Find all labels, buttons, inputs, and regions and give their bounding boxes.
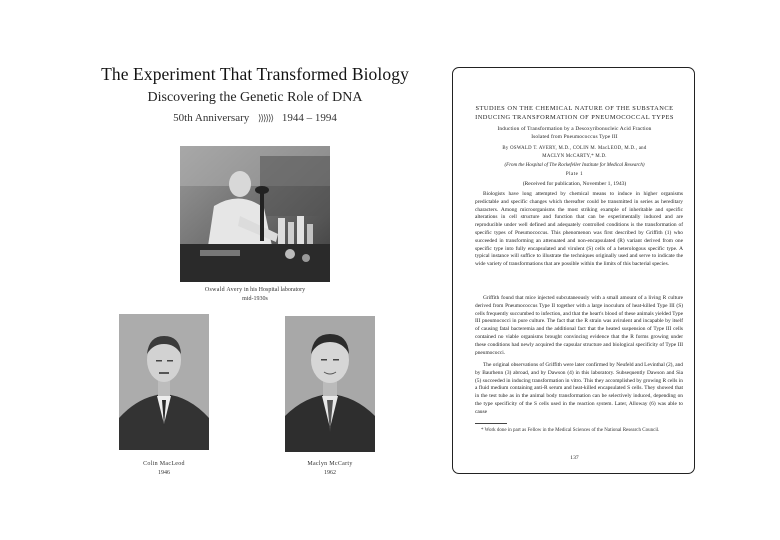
anniversary-year-start: 1944 <box>281 112 304 124</box>
paper-paragraph-2 <box>475 295 683 357</box>
anniversary-year-end: 1994 <box>314 112 337 124</box>
caption-macleod-name: Colin MacLeod <box>143 461 185 467</box>
anniversary-label: 50th Anniversary <box>173 112 250 124</box>
paper-title-line1: STUDIES ON THE CHEMICAL NATURE OF THE SUBSTANCE <box>475 105 674 112</box>
caption-avery-text: in his Hospital laboratory <box>242 287 306 293</box>
footnote-divider <box>475 423 507 424</box>
main-title: The Experiment That Transformed Biology <box>101 64 409 84</box>
paper-authors-line1: By OSWALD T. AVERY, M.D., COLIN M. MacLEOD, M.D., and <box>502 146 647 151</box>
paragraph-2-text: Griffith found that mice injected subcutaneously with a small amount of a living R culture derived from Pneumococcus Type II together with a large inoculum of heat-killed Type III (S) cells frequently succumbed to infection, and that the heart's blood of these animals yielded Type III pneumococci in pure culture. The fact that the R strain was avirulent and incapable by itself of causing fatal bacteremia and the additional fact that the heated suspension of Type III cells contained no viable organisms brought convincing evidence that the R forms growing under these conditions had newly acquired the capsular structure and biological specificity of Type III pneumococci. <box>475 295 683 356</box>
caption-avery <box>160 286 350 304</box>
photo-macleod-portrait <box>119 314 209 450</box>
paragraph-3-text: The original observations of Griffith were later confirmed by Neufeld and Levinthal (2), and by Baurhenn (3) abroad, and by Dawson (4) in this laboratory. Subsequently Dawson and Sia (5) succeeded in inducing transformation in vitro. This they accomplished by growing R cells in a fluid medium containing anti-R serum and heat-killed encapsulated S cells. They showed that in the test tube as in the animal body transformation can be selectively induced, depending on the type specificity of the S cells used in the reaction system. Later, Alloway (6) was able to cause <box>475 362 683 415</box>
caption-mccarty-name: Maclyn McCarty <box>307 461 353 467</box>
anniversary-line <box>100 112 410 124</box>
caption-mccarty <box>270 460 390 478</box>
paper-affiliation: (From the Hospital of The Rockefeller Institute for Medical Research) <box>504 163 645 168</box>
paper-paragraph-3 <box>475 362 683 417</box>
paper-subtitle-line2: Isolated from Pneumococcus Type III <box>531 134 618 140</box>
paper-page <box>452 67 695 474</box>
photo-mccarty-portrait <box>285 316 375 452</box>
paper-footnote <box>475 427 683 435</box>
caption-macleod <box>104 460 224 478</box>
anniversary-dash: – <box>306 112 313 124</box>
footnote-text: * Work done in part as Fellow in the Medical Sciences of the National Research Council. <box>481 428 660 433</box>
paragraph-1-text: Biologists have long attempted by chemical means to induce in higher organisms predictable and specific changes which thereafter could be transmitted in series as hereditary characters. Among microorganisms the most striking example of inheritable and specific alterations in cell structure and function that can be experimentally induced and are reproducible under well defined and adequately controlled conditions is the transformation of specific types of Pneumococcus. This phenomenon was first described by Griffith (1) who succeeded in transforming an attenuated and non-encapsulated (R) variant derived from one specific type into fully encapsulated and virulent (S) cells of a heterologous specific type. A typical instance will suffice to illustrate the techniques originally used and serve to indicate the wide variety of transformations that are possible within the limits of this bacterial species. <box>475 191 683 268</box>
paper-authors-line2: MACLYN McCARTY,* M.D. <box>542 154 607 159</box>
paper-plate: Plate 1 <box>565 172 584 177</box>
caption-mccarty-date: 1962 <box>324 470 336 476</box>
paper-title-line2: INDUCING TRANSFORMATION OF PNEUMOCOCCAL TYPES <box>475 114 674 121</box>
paper-paragraph-1 <box>475 191 683 269</box>
paper-received-date: (Received for publication, November 1, 1943) <box>522 181 627 187</box>
caption-avery-name: Oswald Avery <box>204 287 243 293</box>
dna-helix-icon: ⟩⟩⟩⟩⟩⟩ <box>258 113 274 123</box>
left-page <box>100 60 410 500</box>
caption-macleod-date: 1946 <box>158 470 170 476</box>
paper-subtitle-line1: Induction of Transformation by a Desoxyribonucleic Acid Fraction <box>497 126 652 132</box>
caption-avery-date: mid-1930s <box>242 296 268 302</box>
page-number: 137 <box>570 455 579 461</box>
sub-title: Discovering the Genetic Role of DNA <box>147 90 363 105</box>
photo-avery-laboratory <box>180 146 330 282</box>
